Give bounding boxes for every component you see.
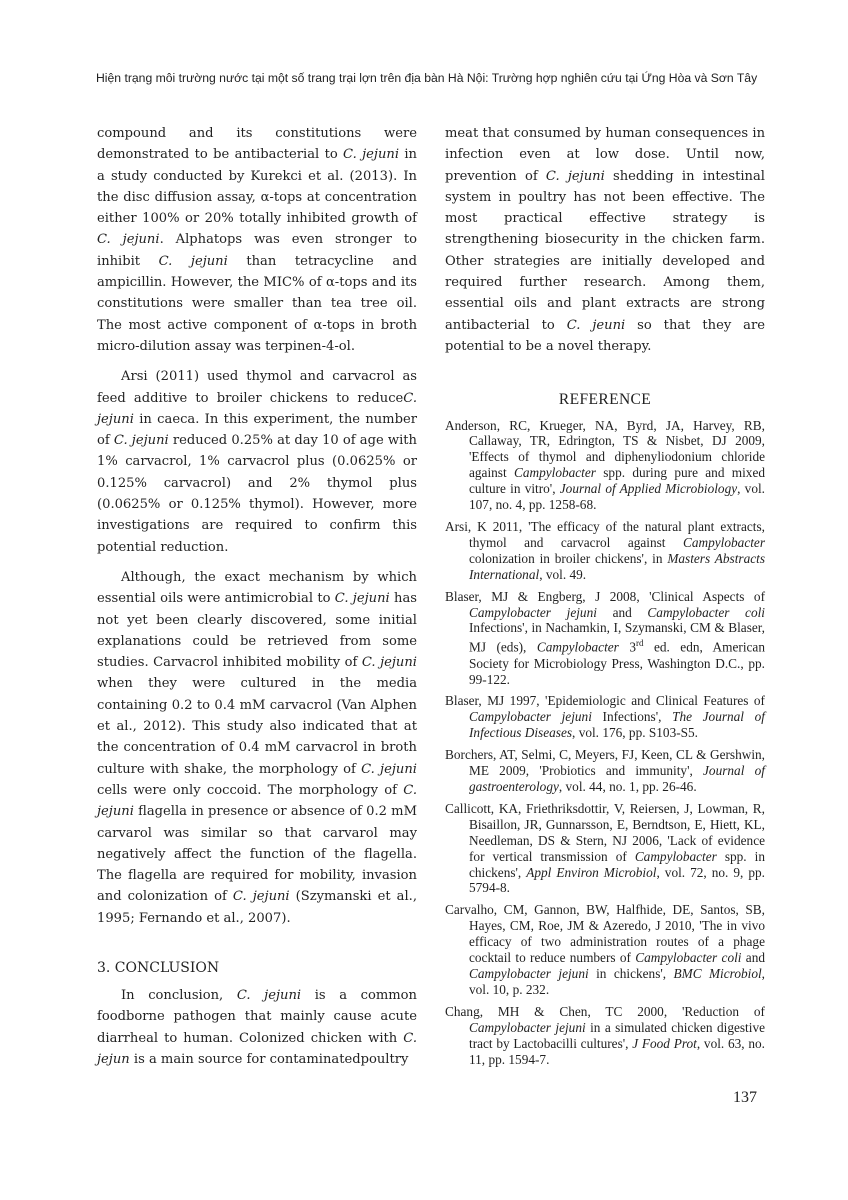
italic-run: Journal of Applied Microbiology (559, 481, 738, 497)
italic-run: Campylobacter (536, 639, 619, 655)
references-heading: REFERENCE (558, 391, 652, 409)
conclusion-paragraph: In conclusion, C. jejuni is a common foodborne pathogen that mainly cause acute diarrheal to human. Colonized chicken with C. jejun is a main source for contaminatedpoultry (97, 987, 417, 1067)
italic-run: Masters Abstracts International (469, 550, 765, 582)
body-paragraph-3: Although, the exact mechanism by which essential oils were antimicrobial to C. jejuni has not yet been clearly discovered, some initial explanations could be retrieved from some studies. Carvacrol inhibited mobility of C. jejuni when they were cultured in the media containing 0.2 to 0.4 mM carvacrol (Van Alphen et al., 2012). This study also indicated that at the concentration of 0.4 mM carvacrol in broth culture with shake, the morphology of C. jejuni cells were only coccoid. The morphology of C. jejuni flagella in presence or absence of 0.2 mM carvarol was similar so that carvarol may negatively affect the function of the flagella. The flagella are required for mobility, invasion and colonization of C. jejuni (Szymanski et al., 1995; Fernando et al., 2007). (97, 569, 418, 926)
italic-run: Campylobacter jejuni (469, 604, 597, 620)
reference-list (445, 418, 765, 1068)
italic-run: C. jejuni (334, 591, 390, 607)
italic-run: C. jejuni (545, 168, 605, 184)
italic-run: J Food Prot (632, 1035, 697, 1051)
italic-run: C. jejuni (97, 390, 417, 427)
reference-item: Arsi, K 2011, 'The efficacy of the natural plant extracts, thymol and carvacrol against Campylobacter colonization in broiler chickens', in Masters Abstracts International, vol. 49. (445, 519, 765, 582)
reference-item: Anderson, RC, Krueger, NA, Byrd, JA, Harvey, RB, Callaway, TR, Edrington, TS & Nisbet, DJ 2009, 'Effects of thymol and diphenyliodonium chloride against Campylobacter spp. during pure and mixed culture in vitro', Journal of Applied Microbiology, vol. 107, no. 4, pp. 1258-68. (445, 417, 765, 513)
italic-run: Campylobacter coli (647, 604, 765, 620)
right-column (445, 123, 765, 1073)
page-number: 137 (733, 1089, 757, 1106)
italic-run: C. jejuni (343, 147, 400, 163)
italic-run: Campylobacter (683, 534, 765, 550)
italic-run: C. jejuni (113, 433, 169, 449)
italic-run: Campylobacter coli (635, 950, 742, 966)
italic-run: The Journal of Infectious Diseases (469, 709, 765, 741)
body-paragraph-1: compound and its constitutions were demonstrated to be antibacterial to C. jejuni in a study conducted by Kurekci et al. (2013). In the disc diffusion assay, α-tops at concentration either 100% or 20% totally inhibited growth of C. jejuni. Alphatops was even stronger to inhibit C. jejuni than tetracycline and ampicillin. However, the MIC% of α-tops and its constitutions were smaller than tea tree oil. The most active component of α-tops in broth micro-dilution assay was terpinen-4-ol. (97, 126, 417, 354)
italic-run: Campylobacter jejuni (469, 1019, 586, 1035)
superscript-run: rd (635, 638, 644, 649)
italic-run: C. jejuni (97, 782, 417, 820)
italic-run: Campylobacter jejuni (469, 709, 592, 725)
italic-run: C. jejuni (158, 253, 228, 269)
left-column (97, 123, 417, 1070)
reference-item: Carvalho, CM, Gannon, BW, Halfhide, DE, Santos, SB, Hayes, CM, Roe, JM & Azeredo, J 2010, 'The in vivo efficacy of two administration routes of a phage cocktail to reduce numbers of Campylobacter coli and Campylobacter jejuni in chickens', BMC Microbiol, vol. 10, p. 232. (445, 902, 765, 997)
italic-run: C. jejuni (361, 761, 417, 777)
italic-run: C. jejuni (97, 232, 160, 248)
italic-run: C. jejuni (232, 889, 290, 905)
italic-run: C. jeuni (566, 317, 626, 333)
italic-run: Journal of gastroenterology (469, 763, 765, 795)
conclusion-heading: 3. CONCLUSION (97, 959, 220, 976)
running-header: Hiện trạng môi trường nước tại một số trang trại lợn trên địa bàn Hà Nội: Trường hợp nghiên cứu tại Ứng Hòa và Sơn Tây (96, 71, 758, 85)
reference-item: Blaser, MJ & Engberg, J 2008, 'Clinical Aspects of Campylobacter jejuni and Campylobacter coli Infections', in Nachamkin, I, Szymanski, CM & Blaser, MJ (eds), Campylobacter 3rd ed. edn, American Society for Microbiology Press, Washington D.C., pp. 99-122. (445, 588, 765, 687)
body-paragraph-2: Arsi (2011) used thymol and carvacrol as feed additive to broiler chickens to reduceC. jejuni in caeca. In this experiment, the number of C. jejuni reduced 0.25% at day 10 of age with 1% carvacrol, 1% carvacrol plus (0.0625% or 0.125% carvacrol) and 2% thymol plus (0.0625% or 0.125% thymol). However, more investigations are required to confirm this potential reduction. (97, 369, 417, 555)
italic-run: Campylobacter (634, 848, 717, 864)
reference-item: Chang, MH & Chen, TC 2000, 'Reduction of Campylobacter jejuni in a simulated chicken digestive tract by Lactobacilli cultures', J Food Prot, vol. 63, no. 11, pp. 1594-7. (445, 1003, 765, 1067)
italic-run: Campylobacter jejuni (469, 965, 589, 981)
italic-run: C. jejuni (361, 655, 417, 671)
italic-run: C. jejuni (236, 987, 302, 1003)
italic-run: BMC Microbiol (673, 965, 762, 981)
reference-item: Callicott, KA, Friethriksdottir, V, Reiersen, J, Lowman, R, Bisaillon, JR, Gunnarsson, E, Berndtson, E, Hiett, KL, Needleman, DS & Stern, NJ 2006, 'Lack of evidence for vertical transmission of Campylobacter spp. in chickens', Appl Environ Microbiol, vol. 72, no. 9, pp. 5794-8. (445, 800, 766, 896)
italic-run: Campylobacter (513, 465, 596, 481)
italic-run: Appl Environ Microbiol (526, 864, 657, 880)
reference-item: Borchers, AT, Selmi, C, Meyers, FJ, Keen, CL & Gershwin, ME 2009, 'Probiotics and immunity', Journal of gastroenterology, vol. 44, no. 1, pp. 26-46. (445, 747, 765, 795)
reference-item: Blaser, MJ 1997, 'Epidemiologic and Clinical Features of Campylobacter jejuni Infections', The Journal of Infectious Diseases, vol. 176, pp. S103-S5. (445, 693, 765, 741)
conclusion-paragraph-continued: meat that consumed by human consequences in infection even at low dose. Until now, prevention of C. jejuni shedding in intestinal system in poultry has not been effective. The most practical effective strategy is strengthening biosecurity in the chicken farm. Other strategies are initially developed and required further research. Among them, essential oils and plant extracts are strong antibacterial to C. jeuni so that they are potential to be a novel therapy. (445, 126, 765, 354)
italic-run: C. jejun (97, 1030, 417, 1067)
